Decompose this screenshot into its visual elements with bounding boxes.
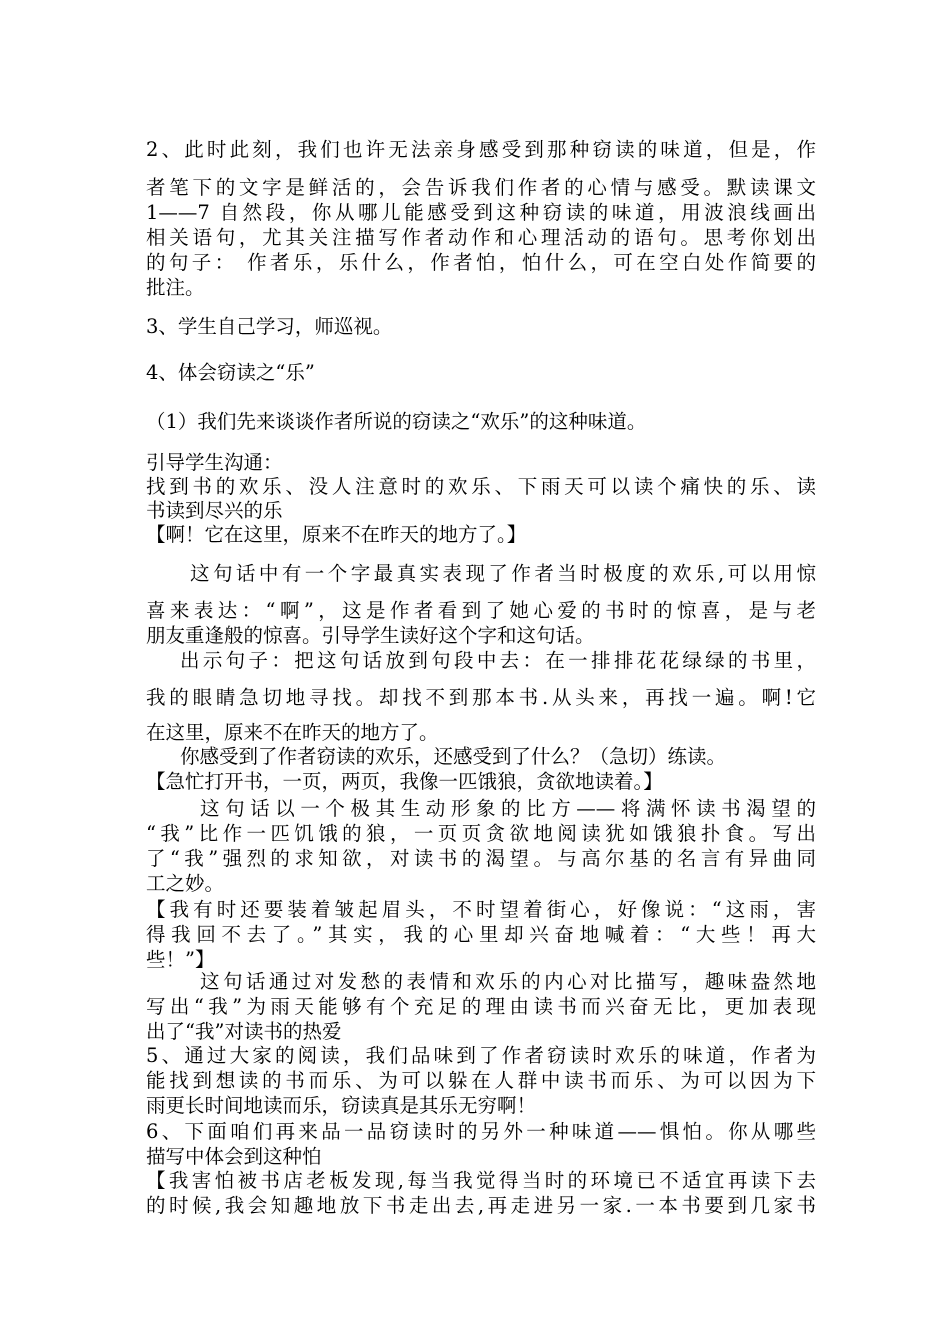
paragraph-line: 在这里，原来不在昨天的地方了。 — [146, 721, 439, 744]
quote-line: 【啊！它在这里，原来不在昨天的地方了。】 — [146, 523, 527, 546]
paragraph-line: 批注。 — [146, 276, 205, 299]
paragraph-line: 工之妙。 — [146, 872, 225, 895]
quote-line: 【急忙打开书，一页，两页，我像一匹饿狼，贪欲地读着。】 — [146, 770, 663, 793]
paragraph-line: 描写中体会到这种怕 — [146, 1145, 322, 1168]
paragraph-line: 书读到尽兴的乐 — [146, 499, 283, 522]
paragraph-line: 找到书的欢乐、没人注意时的欢乐、下雨天可以读个痛快的乐、读 — [146, 475, 816, 498]
paragraph-line: 这句话通过对发愁的表情和欢乐的内心对比描写，趣味盎然地 — [200, 970, 816, 993]
paragraph-line: 5、通过大家的阅读，我们品味到了作者窃读时欢乐的味道，作者为 — [146, 1044, 816, 1067]
paragraph-line: 出了“我”对读书的热爱 — [146, 1020, 342, 1043]
quote-line: 的时候,我会知趣地放下书走出去,再走进另一家.一本书要到几家书 — [146, 1194, 816, 1217]
paragraph-line: （1）我们先来谈谈作者所说的窃读之“欢乐”的这种味道。 — [146, 410, 647, 433]
paragraph-line: 你感受到了作者窃读的欢乐，还感受到了什么？（急切）练读。 — [180, 745, 727, 768]
section-heading: 4、体会窃读之“乐” — [146, 361, 315, 384]
paragraph-line: 的句子： 作者乐，乐什么，作者怕，怕什么，可在空白处作简要的 — [146, 251, 816, 274]
paragraph-line: 6、下面咱们再来品一品窃读时的另外一种味道——惧怕。你从哪些 — [146, 1120, 816, 1143]
paragraph-line: 写出“我”为雨天能够有个充足的理由读书而兴奋无比，更加表现 — [146, 995, 816, 1018]
quote-line: 【我有时还要装着皱起眉头，不时望着街心，好像说：“这雨，害 — [146, 898, 816, 921]
paragraph-line: 这句话中有一个字最真实表现了作者当时极度的欢乐,可以用惊 — [190, 562, 816, 585]
paragraph-line: 者笔下的文字是鲜活的，会告诉我们作者的心情与感受。默读课文 — [146, 176, 816, 199]
paragraph-line: 朋友重逢般的惊喜。引导学生读好这个字和这句话。 — [146, 624, 595, 647]
paragraph-line: “我”比作一匹饥饿的狼，一页页贪欲地阅读犹如饿狼扑食。写出 — [146, 822, 816, 845]
quote-line: 得我回不去了。”其实，我的心里却兴奋地喊着：“大些！再大 — [146, 923, 816, 946]
paragraph-line: 1——7 自然段，你从哪儿能感受到这种窃读的味道，用波浪线画出 — [146, 201, 816, 224]
paragraph-line: 引导学生沟通： — [146, 451, 283, 474]
quote-line: 【我害怕被书店老板发现,每当我觉得当时的环境已不适宜再读下去 — [146, 1169, 816, 1192]
paragraph-line: 喜来表达：“啊”，这是作者看到了她心爱的书时的惊喜，是与老 — [146, 599, 816, 622]
paragraph-line: 相关语句，尤其关注描写作者动作和心理活动的语句。思考你划出 — [146, 226, 816, 249]
paragraph-line: 2、此时此刻，我们也许无法亲身感受到那种窃读的味道，但是，作 — [146, 138, 816, 161]
paragraph-line: 我的眼睛急切地寻找。却找不到那本书.从头来，再找一遍。啊!它 — [146, 686, 816, 709]
paragraph-line: 了“我”强烈的求知欲，对读书的渴望。与高尔基的名言有异曲同 — [146, 847, 816, 870]
quote-line: 些！”】 — [146, 948, 215, 971]
paragraph-line: 雨更长时间地读而乐，窃读真是其乐无穷啊！ — [146, 1094, 537, 1117]
paragraph-line: 能找到想读的书而乐、为可以躲在人群中读书而乐、为可以因为下 — [146, 1069, 816, 1092]
paragraph-line: 这句话以一个极其生动形象的比方——将满怀读书渴望的 — [200, 797, 816, 820]
paragraph-line: 出示句子：把这句话放到句段中去：在一排排花花绿绿的书里， — [180, 649, 816, 672]
paragraph-line: 3、学生自己学习，师巡视。 — [146, 315, 393, 338]
